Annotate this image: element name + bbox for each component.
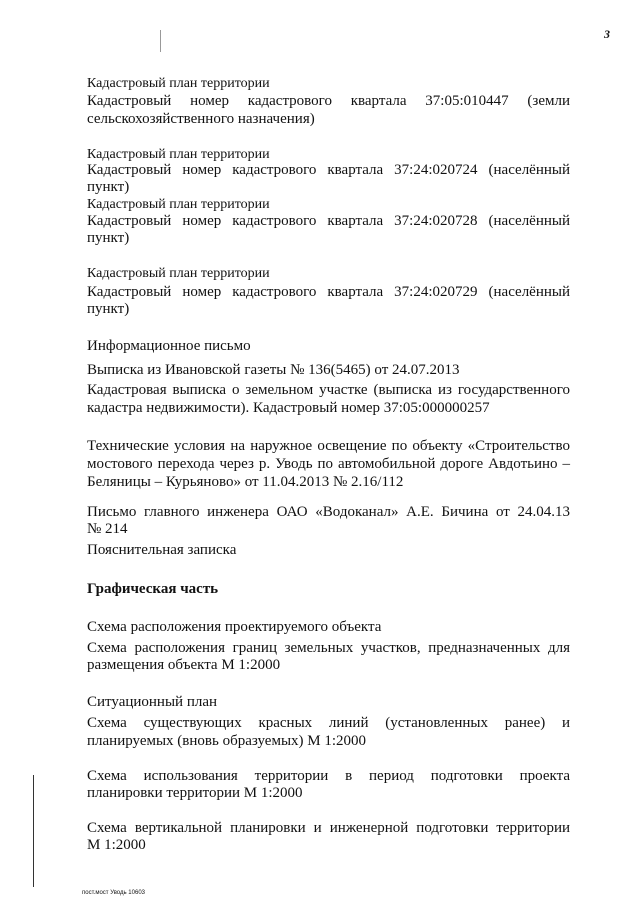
text-line: Кадастровая выписка о земельном участке (выписка из государственного [87, 382, 570, 398]
text-line: Схема расположения границ земельных участков, предназначенных для [87, 640, 570, 656]
text-line: пункт) [87, 179, 130, 195]
text-line: Кадастровый номер кадастрового квартала 37:24:020729 (населённый [87, 284, 570, 300]
text-line: Технические условия на наружное освещение по объекту «Строительство [87, 438, 570, 454]
text-line: пункт) [87, 301, 130, 317]
text-line: Схема существующих красных линий (установленных ранее) и [87, 715, 570, 731]
text-line: планировки территории М 1:2000 [87, 785, 303, 801]
text-line: сельскохозяйственного назначения) [87, 111, 315, 127]
text-line: Выписка из Ивановской газеты № 136(5465) от 24.07.2013 [87, 362, 460, 378]
page-number: 3 [604, 27, 610, 41]
text-line: Ситуационный план [87, 694, 218, 710]
scan-mark-top [160, 30, 161, 52]
text-line: № 214 [87, 521, 128, 537]
text-line: Схема вертикальной планировки и инженерной подготовки территории [87, 820, 570, 836]
section-heading: Графическая часть [87, 581, 219, 597]
text-line: Информационное письмо [87, 338, 251, 354]
text-line: Кадастровый номер кадастрового квартала 37:24:020724 (населённый [87, 162, 570, 178]
text-line: Кадастровый план территории [87, 147, 270, 162]
text-line: Кадастровый план территории [87, 197, 270, 212]
text-line: Схема расположения проектируемого объекта [87, 619, 382, 635]
text-line: кадастра недвижимости). Кадастровый номер 37:05:000000257 [87, 400, 490, 416]
text-line: размещения объекта М 1:2000 [87, 657, 281, 673]
footer-note: пост.мост Уводь 10603 [82, 890, 145, 896]
text-line: Кадастровый план территории [87, 266, 270, 281]
text-line: пункт) [87, 230, 130, 246]
text-line: Кадастровый номер кадастрового квартала 37:24:020728 (населённый [87, 213, 570, 229]
text-line: мостового перехода через р. Уводь по автомобильной дороге Авдотьино – [87, 456, 570, 472]
text-line: Схема использования территории в период подготовки проекта [87, 768, 570, 784]
text-line: Беляницы – Курьяново» от 11.04.2013 № 2.16/112 [87, 474, 404, 490]
text-line: Кадастровый план территории [87, 76, 270, 91]
text-line: Письмо главного инженера ОАО «Водоканал» А.Е. Бичина от 24.04.13 [87, 504, 570, 520]
text-line: М 1:2000 [87, 837, 146, 853]
text-line: планируемых (вновь образуемых) М 1:2000 [87, 733, 367, 749]
scan-mark-left [33, 775, 34, 887]
text-line: Кадастровый номер кадастрового квартала 37:05:010447 (земли [87, 93, 570, 109]
text-line: Пояснительная записка [87, 542, 237, 558]
